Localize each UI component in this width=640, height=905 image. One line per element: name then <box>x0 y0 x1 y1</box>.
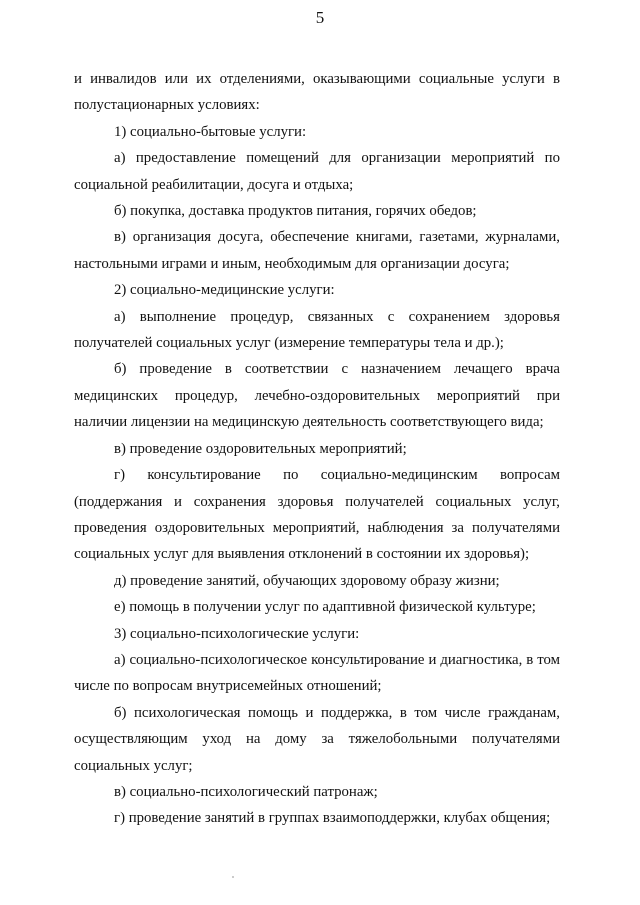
paragraph: а) выполнение процедур, связанных с сохранением здоровья получателей социальных услуг (измерение температуры тела и др.); <box>74 308 560 352</box>
paragraph: е) помощь в получении услуг по адаптивной физической культуре; <box>114 599 536 616</box>
paragraph: и инвалидов или их отделениями, оказывающими социальные услуги в полустационарных условиях: <box>74 71 560 114</box>
document-body <box>74 66 560 832</box>
paragraph: в) социально-психологический патронаж; <box>114 783 378 800</box>
paragraph: а) социально-психологическое консультирование и диагностика, в том числе по вопросам внутрисемейных отношений; <box>74 651 560 695</box>
paragraph: в) организация досуга, обеспечение книгами, газетами, журналами, настольными играми и иным, необходимым для организации досуга; <box>74 229 560 272</box>
paragraph: б) покупка, доставка продуктов питания, горячих обедов; <box>114 203 477 220</box>
page-number: 5 <box>315 8 325 27</box>
paragraph: г) проведение занятий в группах взаимоподдержки, клубах общения; <box>114 810 551 827</box>
paragraph: д) проведение занятий, обучающих здоровому образу жизни; <box>114 572 500 589</box>
paragraph: б) проведение в соответствии с назначением лечащего врача медицинских процедур, лечебно-оздоровительных мероприятий при наличии лицензии на медицинскую деятельность соответствующего вида; <box>74 361 560 431</box>
scan-speck <box>232 876 234 878</box>
paragraph: 3) социально-психологические услуги: <box>114 625 360 642</box>
paragraph: г) консультирование по социально-медицинским вопросам (поддержания и сохранения здоровья получателей социальных услуг, проведения оздоровительных мероприятий, наблюдения за получателями социальных услуг для выявления отклонений в состоянии их здоровья); <box>74 467 560 563</box>
paragraph: 2) социально-медицинские услуги: <box>114 282 335 299</box>
paragraph: 1) социально-бытовые услуги: <box>114 123 307 140</box>
paragraph: в) проведение оздоровительных мероприятий; <box>114 440 407 457</box>
paragraph: а) предоставление помещений для организации мероприятий по социальной реабилитации, досуга и отдыха; <box>74 150 560 193</box>
paragraph: б) психологическая помощь и поддержка, в том числе гражданам, осуществляющим уход на дому за тяжелобольными получателями социальных услуг; <box>74 704 560 774</box>
